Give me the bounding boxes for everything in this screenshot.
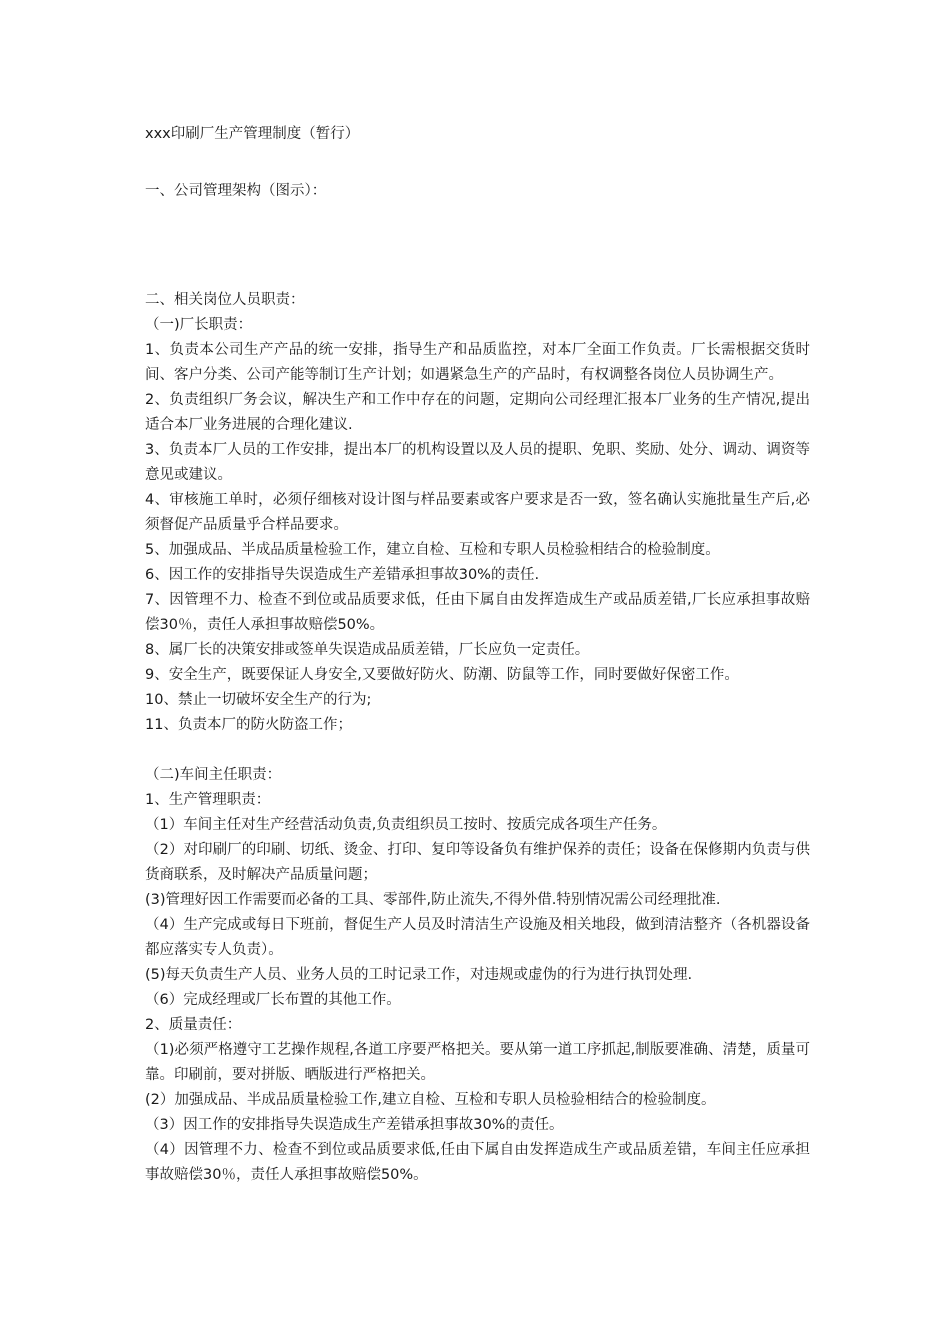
list-item: 9、安全生产，既要保证人身安全,又要做好防火、防潮、防鼠等工作，同时要做好保密工作。 bbox=[145, 667, 739, 683]
subheading-quality-responsibility: 2、质量责任： bbox=[145, 1017, 242, 1033]
list-item: 10、禁止一切破坏安全生产的行为; bbox=[145, 692, 372, 708]
list-item: (3)管理好因工作需要而必备的工具、零部件,防止流失,不得外借.特别情况需公司经理批准. bbox=[145, 892, 721, 908]
spacer bbox=[145, 738, 810, 763]
list-item: (5)每天负责生产人员、业务人员的工时记录工作，对违规或虚伪的行为进行执罚处理. bbox=[145, 967, 693, 983]
architecture-diagram-area bbox=[145, 204, 810, 288]
document-body bbox=[145, 122, 810, 1188]
list-item: 6、因工作的安排指导失误造成生产差错承担事故30%的责任. bbox=[145, 567, 540, 583]
list-item: （6）完成经理或厂长布置的其他工作。 bbox=[145, 992, 401, 1008]
document-title: xxx印刷厂生产管理制度（暂行） bbox=[145, 126, 360, 142]
spacer bbox=[145, 147, 810, 179]
list-item: 5、加强成品、半成品质量检验工作，建立自检、互检和专职人员检验相结合的检验制度。 bbox=[145, 542, 720, 558]
list-item: 2、负责组织厂务会议，解决生产和工作中存在的问题，定期向公司经理汇报本厂业务的生产情况,提出适合本厂业务进展的合理化建议. bbox=[145, 392, 810, 433]
list-item: 4、审核施工单时，必须仔细核对设计图与样品要素或客户要求是否一致，签名确认实施批量生产后,必须督促产品质量乎合样品要求。 bbox=[145, 492, 810, 533]
list-item: （4）因管理不力、检查不到位或品质要求低,任由下属自由发挥造成生产或品质差错，车间主任应承担事故赔偿30％，责任人承担事故赔偿50%。 bbox=[145, 1142, 810, 1183]
list-item: 7、因管理不力、检查不到位或品质要求低，任由下属自由发挥造成生产或品质差错,厂长应承担事故赔偿30％，责任人承担事故赔偿50%。 bbox=[145, 592, 810, 633]
section-heading-duties: 二、相关岗位人员职责： bbox=[145, 292, 305, 308]
section-heading-architecture: 一、公司管理架构（图示）： bbox=[145, 183, 327, 199]
list-item: （4）生产完成或每日下班前，督促生产人员及时清洁生产设施及相关地段，做到清洁整齐（各机器设备都应落实专人负责）。 bbox=[145, 917, 810, 958]
list-item: 3、负责本厂人员的工作安排，提出本厂的机构设置以及人员的提职、免职、奖励、处分、调动、调资等意见或建议。 bbox=[145, 442, 810, 483]
list-item: （1）车间主任对生产经营活动负责,负责组织员工按时、按质完成各项生产任务。 bbox=[145, 817, 667, 833]
subsection-heading-workshop-head: （二)车间主任职责： bbox=[145, 767, 282, 783]
subsection-heading-factory-head: （一)厂长职责： bbox=[145, 317, 253, 333]
list-item: （1)必须严格遵守工艺操作规程,各道工序要严格把关。要从第一道工序抓起,制版要准确、清楚，质量可靠。印刷前，要对拼版、晒版进行严格把关。 bbox=[145, 1042, 810, 1083]
subheading-production-duties: 1、生产管理职责： bbox=[145, 792, 271, 808]
list-item: 11、负责本厂的防火防盗工作； bbox=[145, 717, 352, 733]
list-item: （3）因工作的安排指导失误造成生产差错承担事故30%的责任。 bbox=[145, 1117, 564, 1133]
list-item: 8、属厂长的决策安排或签单失误造成品质差错，厂长应负一定责任。 bbox=[145, 642, 590, 658]
list-item: （2）对印刷厂的印刷、切纸、烫金、打印、复印等设备负有维护保养的责任；设备在保修期内负责与供货商联系，及时解决产品质量问题； bbox=[145, 842, 810, 883]
list-item: (2）加强成品、半成品质量检验工作,建立自检、互检和专职人员检验相结合的检验制度。 bbox=[145, 1092, 716, 1108]
list-item: 1、负责本公司生产产品的统一安排，指导生产和品质监控，对本厂全面工作负责。厂长需根据交货时间、客户分类、公司产能等制订生产计划；如遇紧急生产的产品时，有权调整各岗位人员协调生产。 bbox=[145, 342, 810, 383]
